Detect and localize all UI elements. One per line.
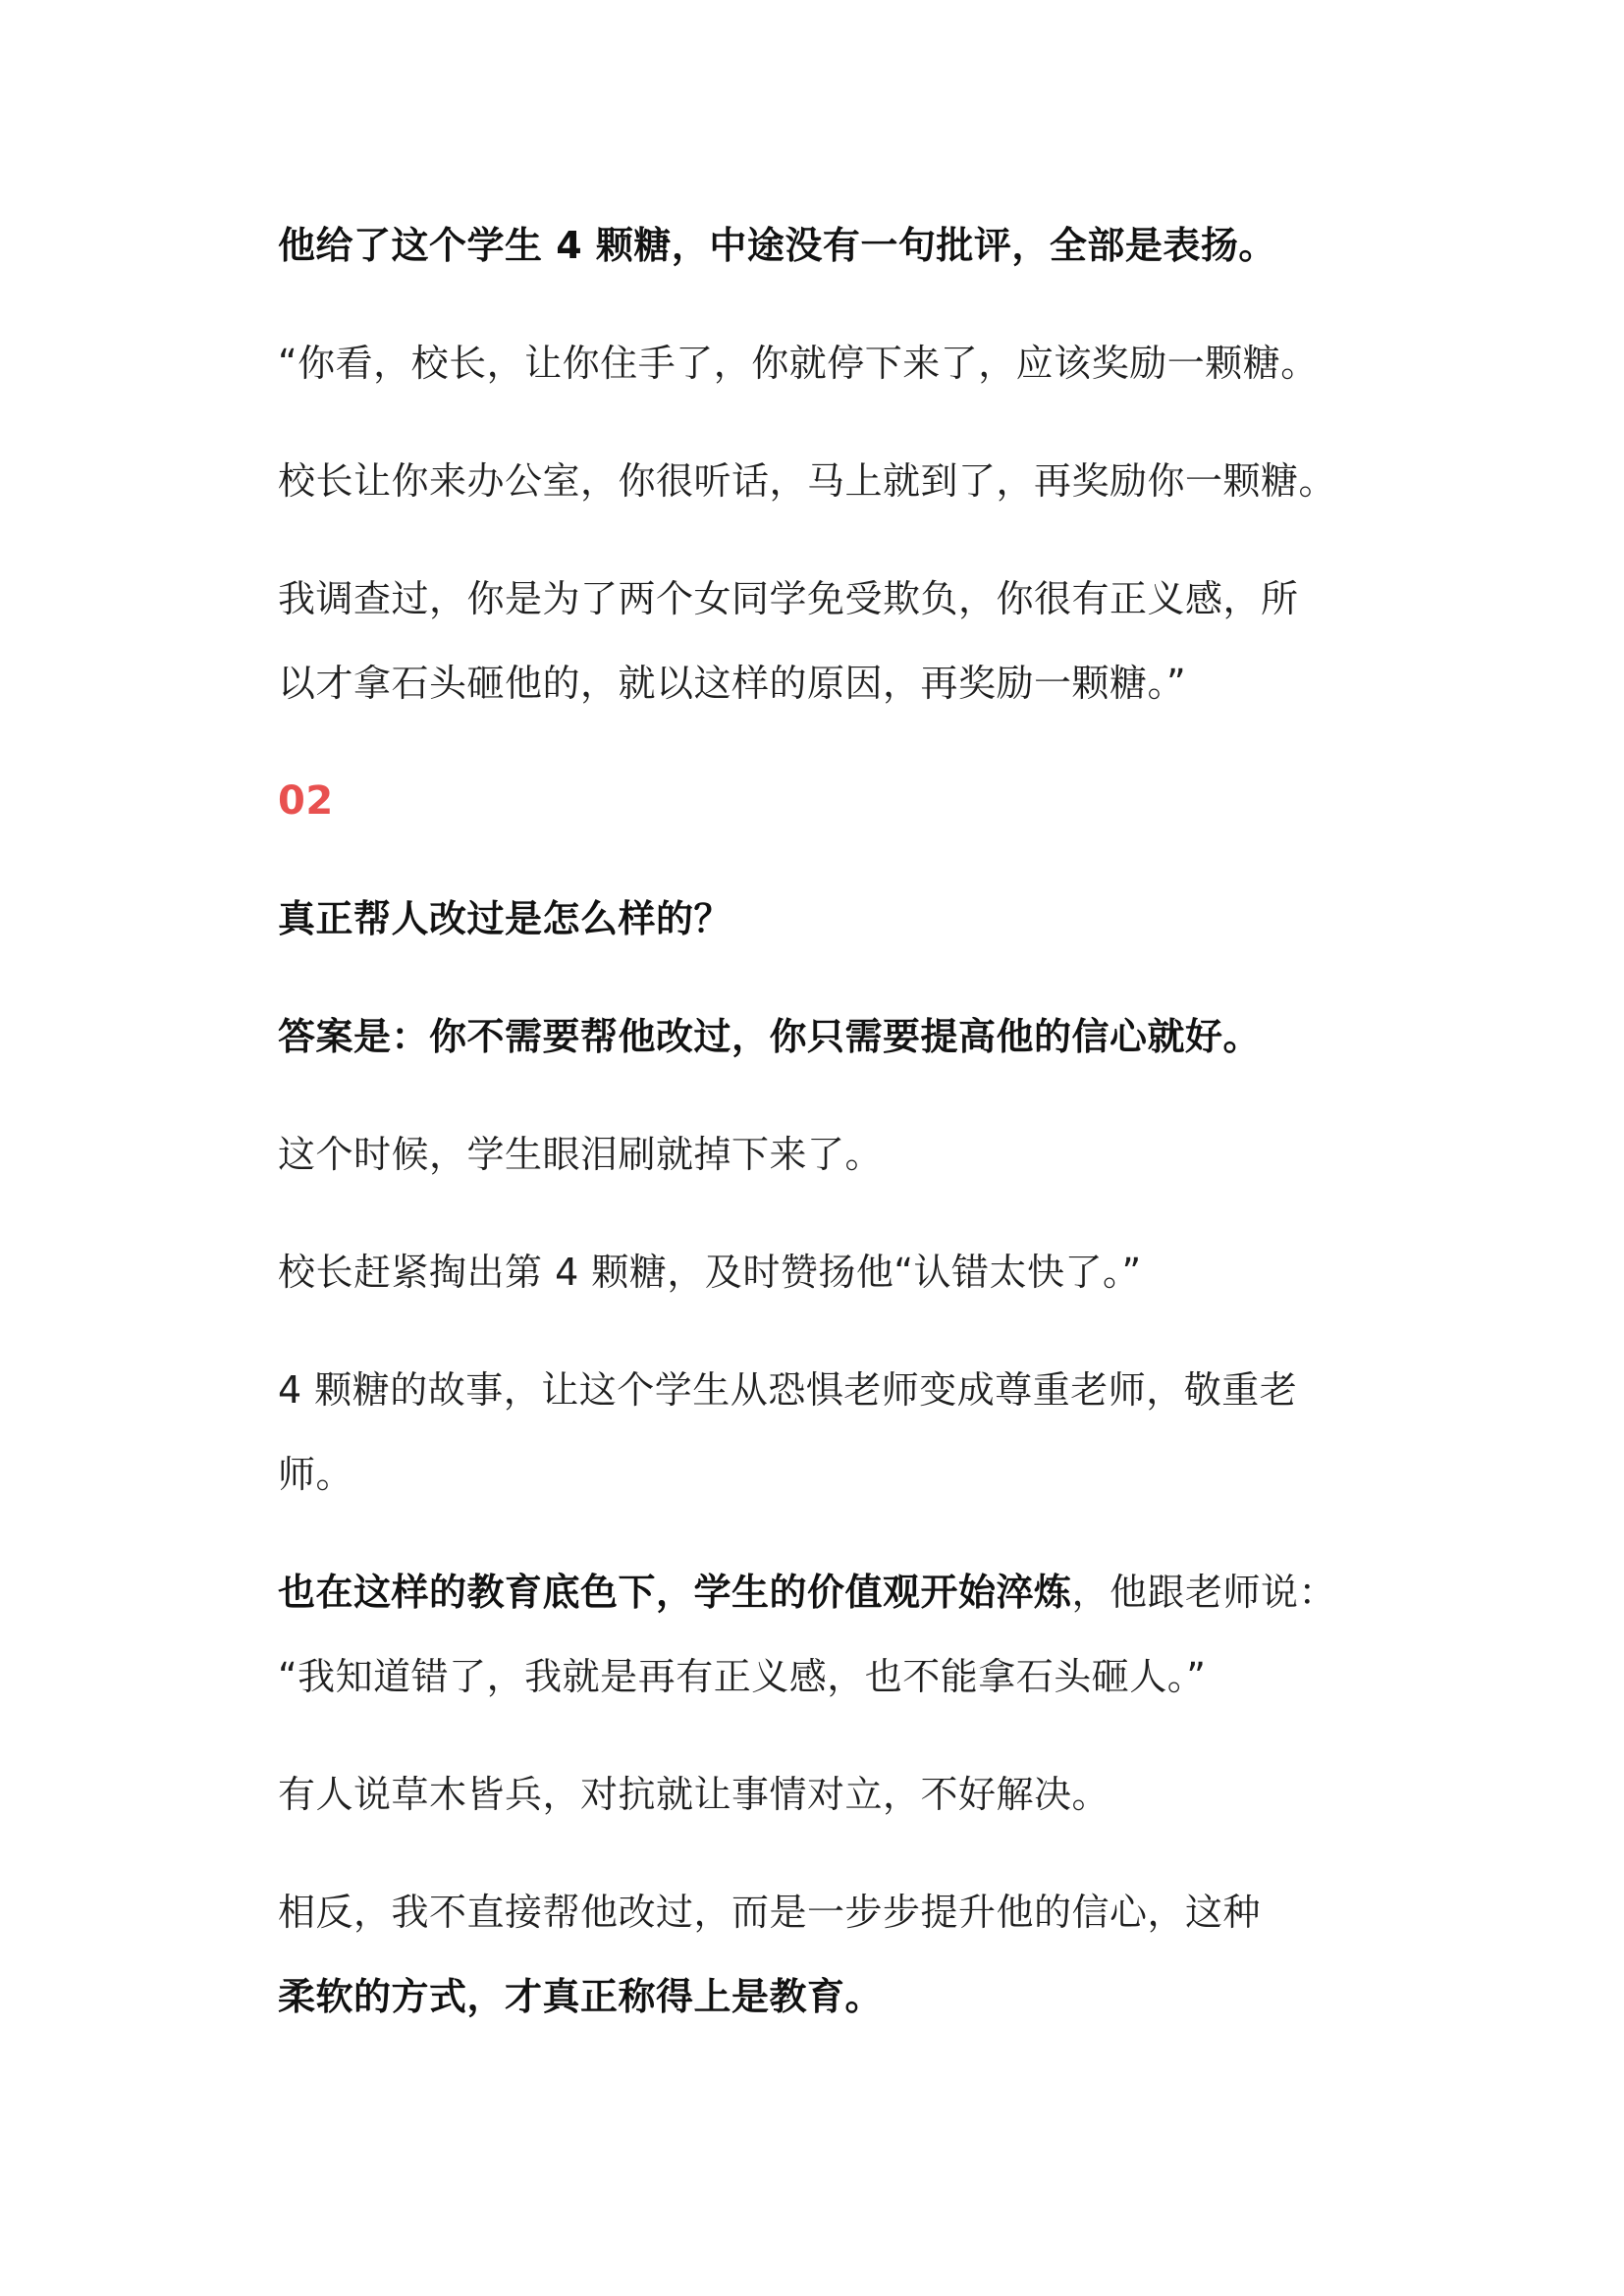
paragraph-story-line2: 师。 <box>278 1453 354 1496</box>
paragraph-values-line2: “我知道错了，我就是再有正义感，也不能拿石头砸人。” <box>278 1655 1207 1698</box>
paragraph-fourth-candy: 校长赶紧掏出第 4 颗糖，及时赞扬他“认错太快了。” <box>278 1251 1142 1294</box>
paragraph-third-candy-line1: 我调查过，你是为了两个女同学免受欺负，你很有正义感，所 <box>278 577 1299 620</box>
paragraph-values-line1 <box>278 1569 1358 1616</box>
paragraph-candies-summary: 他给了这个学生 4 颗糖，中途没有一句批评，全部是表扬。 <box>278 224 1276 267</box>
paragraph-confrontation: 有人说草木皆兵，对抗就让事情对立，不好解决。 <box>278 1773 1110 1816</box>
paragraph-values-bold: 也在这样的教育底色下，学生的价值观开始淬炼 <box>278 1571 1072 1614</box>
paragraph-conclusion-line2: 柔软的方式，才真正称得上是教育。 <box>278 1975 884 2018</box>
paragraph-values-rest: ，他跟老师说： <box>1071 1571 1337 1614</box>
section-number: 02 <box>278 778 334 824</box>
paragraph-answer: 答案是：你不需要帮他改过，你只需要提高他的信心就好。 <box>278 1015 1262 1058</box>
paragraph-conclusion-line1: 相反，我不直接帮他改过，而是一步步提升他的信心，这种 <box>278 1891 1262 1934</box>
section-heading-question: 真正帮人改过是怎么样的？ <box>278 897 732 940</box>
paragraph-first-candy: “你看，校长，让你住手了，你就停下来了，应该奖励一颗糖。 <box>278 342 1319 385</box>
paragraph-third-candy-line2: 以才拿石头砸他的，就以这样的原因，再奖励一颗糖。” <box>278 662 1187 705</box>
paragraph-story-line1: 4 颗糖的故事，让这个学生从恐惧老师变成尊重老师，敬重老 <box>278 1368 1298 1412</box>
paragraph-second-candy: 校长让你来办公室，你很听话，马上就到了，再奖励你一颗糖。 <box>278 459 1337 503</box>
paragraph-student-tears: 这个时候，学生眼泪刷就掉下来了。 <box>278 1133 884 1176</box>
